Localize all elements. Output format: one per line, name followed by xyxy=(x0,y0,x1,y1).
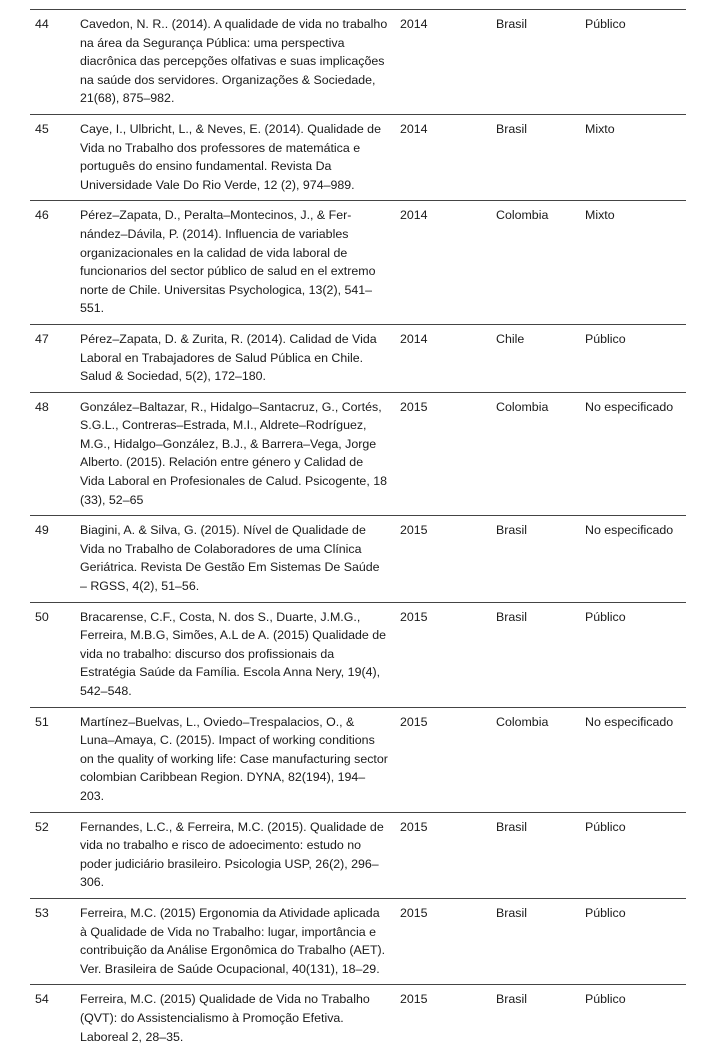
table-row xyxy=(30,707,686,812)
table-row xyxy=(30,898,686,984)
reference-citation: Pérez–Zapata, D., Peralta–Montecinos, J., & Fernández–Dávila, P. (2014). Influencia de variables organizacionales en la calidad de vida laboral de funcionarios del sector público de salud en el extremo norte de Chile. Universitas Psychologica, 13(2), 541–551. xyxy=(80,201,400,325)
country-cell: Colombia xyxy=(496,201,585,325)
row-number: 46 xyxy=(30,201,80,325)
country-cell: Brasil xyxy=(496,898,585,984)
row-number: 52 xyxy=(30,812,80,898)
year-cell: 2014 xyxy=(400,114,496,200)
table-row xyxy=(30,602,686,707)
country-cell: Brasil xyxy=(496,812,585,898)
sector-cell: Público xyxy=(585,10,686,115)
table-row xyxy=(30,114,686,200)
row-number: 50 xyxy=(30,602,80,707)
year-cell: 2014 xyxy=(400,10,496,115)
reference-citation: Fernandes, L.C., & Ferreira, M.C. (2015). Qualidade de vida no trabalho e risco de adoecimento: estudo no poder judiciário brasileiro. Psicologia USP, 26(2), 296–306. xyxy=(80,812,400,898)
table-row xyxy=(30,201,686,325)
country-cell: Chile xyxy=(496,324,585,392)
year-cell: 2015 xyxy=(400,602,496,707)
references-table xyxy=(30,9,686,1052)
year-cell: 2015 xyxy=(400,985,496,1052)
row-number: 48 xyxy=(30,392,80,516)
reference-citation: Bracarense, C.F., Costa, N. dos S., Duarte, J.M.G., Ferreira, M.B.G, Simões, A.L de A. (2015) Qualidade de vida no trabalho: discurso dos profissionais da Estratégia Saúde da Família. Escola Anna Nery, 19(4), 542–548. xyxy=(80,602,400,707)
reference-citation: Cavedon, N. R.. (2014). A qualidade de vida no trabalho na área da Segurança Pública: uma perspectiva diacrônica das percepções olfativas e suas implicações na saúde dos servidores. Organizações & Sociedade, 21(68), 875–982. xyxy=(80,10,400,115)
country-cell: Brasil xyxy=(496,114,585,200)
sector-cell: No especificado xyxy=(585,516,686,602)
row-number: 45 xyxy=(30,114,80,200)
sector-cell: No especificado xyxy=(585,707,686,812)
row-number: 47 xyxy=(30,324,80,392)
table-row xyxy=(30,324,686,392)
sector-cell: Público xyxy=(585,602,686,707)
sector-cell: Público xyxy=(585,812,686,898)
sector-cell: Público xyxy=(585,985,686,1052)
sector-cell: Público xyxy=(585,898,686,984)
country-cell: Colombia xyxy=(496,392,585,516)
sector-cell: No especificado xyxy=(585,392,686,516)
year-cell: 2015 xyxy=(400,898,496,984)
year-cell: 2015 xyxy=(400,707,496,812)
country-cell: Brasil xyxy=(496,516,585,602)
sector-cell: Mixto xyxy=(585,114,686,200)
year-cell: 2014 xyxy=(400,201,496,325)
table-row xyxy=(30,10,686,115)
row-number: 49 xyxy=(30,516,80,602)
country-cell: Brasil xyxy=(496,602,585,707)
country-cell: Brasil xyxy=(496,10,585,115)
year-cell: 2014 xyxy=(400,324,496,392)
row-number: 44 xyxy=(30,10,80,115)
reference-citation: Pérez–Zapata, D. & Zurita, R. (2014). Calidad de Vida Laboral en Trabajadores de Salud Pública en Chile. Salud & Sociedad, 5(2), 172–180. xyxy=(80,324,400,392)
table-row xyxy=(30,812,686,898)
table-row xyxy=(30,985,686,1052)
table-row xyxy=(30,516,686,602)
year-cell: 2015 xyxy=(400,516,496,602)
reference-citation: Biagini, A. & Silva, G. (2015). Nível de Qualidade de Vida no Trabalho de Colaboradores de uma Clínica Geriátrica. Revista De Gestão Em Sistemas De Saúde – RGSS, 4(2), 51–56. xyxy=(80,516,400,602)
reference-citation: González–Baltazar, R., Hidalgo–Santacruz, G., Cortés, S.G.L., Contreras–Estrada, M.I., Aldrete–Rodríguez, M.G., Hidalgo–González, B.J., & Barrera–Vega, Jorge Alberto. (2015). Relación entre género y Calidad de Vida Laboral en Profesionales de Calud. Psicogente, 18 (33), 52–65 xyxy=(80,392,400,516)
table-row xyxy=(30,392,686,516)
sector-cell: Público xyxy=(585,324,686,392)
country-cell: Brasil xyxy=(496,985,585,1052)
country-cell: Colombia xyxy=(496,707,585,812)
year-cell: 2015 xyxy=(400,392,496,516)
row-number: 53 xyxy=(30,898,80,984)
sector-cell: Mixto xyxy=(585,201,686,325)
row-number: 54 xyxy=(30,985,80,1052)
row-number: 51 xyxy=(30,707,80,812)
reference-citation: Ferreira, M.C. (2015) Ergonomia da Atividade aplicada à Qualidade de Vida no Trabalho: lugar, importância e contribuição da Análise Ergonômica do Trabalho (AET). Ver. Brasileira de Saúde Ocupacional, 40(131), 18–29. xyxy=(80,898,400,984)
year-cell: 2015 xyxy=(400,812,496,898)
reference-citation: Caye, I., Ulbricht, L., & Neves, E. (2014). Qualidade de Vida no Trabalho dos professores de matemática e português do ensino fundamental. Revista Da Universidade Vale Do Rio Verde, 12 (2), 974–989. xyxy=(80,114,400,200)
reference-citation: Ferreira, M.C. (2015) Qualidade de Vida no Trabalho (QVT): do Assistencialismo à Promoção Efetiva. Laboreal 2, 28–35. xyxy=(80,985,400,1052)
reference-citation: Martínez–Buelvas, L., Oviedo–Trespalacios, O., & Luna–Amaya, C. (2015). Impact of working conditions on the quality of working life: Case manufacturing sector colombian Caribbean Region. DYNA, 82(194), 194–203. xyxy=(80,707,400,812)
